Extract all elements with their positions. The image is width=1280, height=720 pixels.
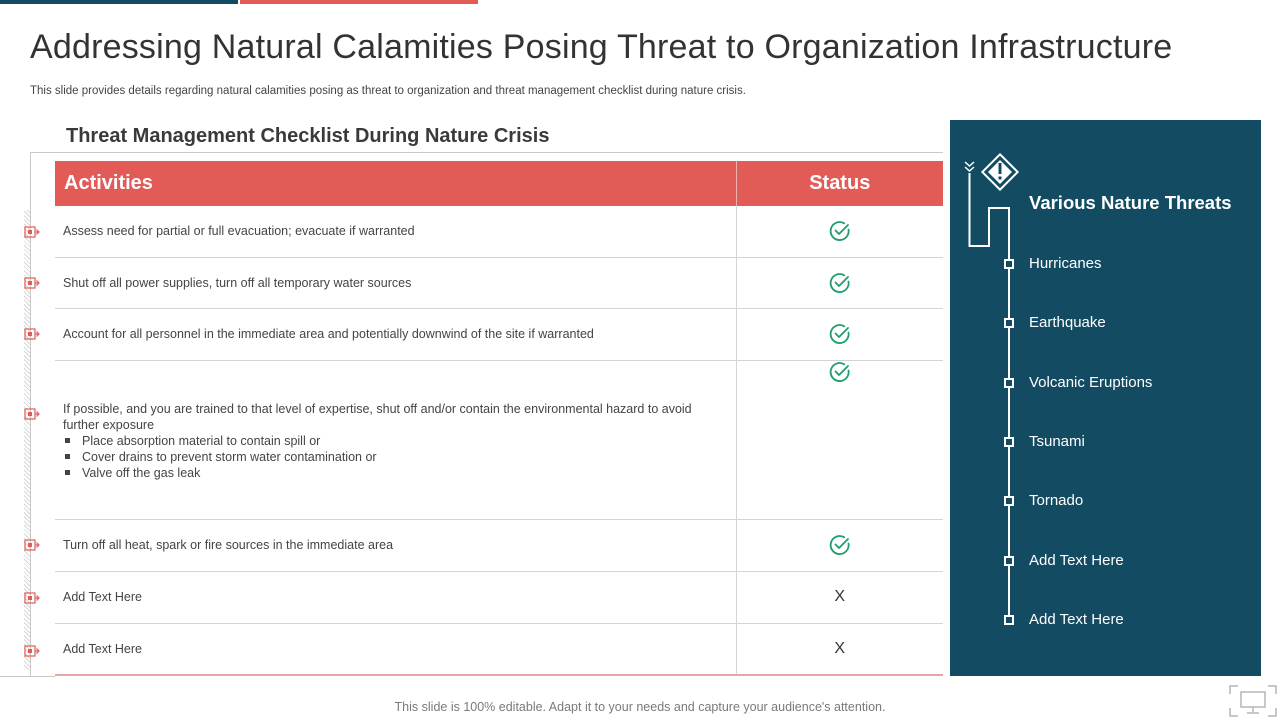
table-row <box>55 257 943 308</box>
row-marker-icon <box>24 645 41 657</box>
status-x-mark: X <box>834 639 846 657</box>
activity-cell: Add Text Here <box>55 623 736 675</box>
check-icon <box>829 272 851 294</box>
threat-label: Tsunami <box>1029 433 1085 450</box>
status-cell <box>736 519 943 571</box>
table-row <box>55 206 943 257</box>
nature-threats-panel <box>950 120 1261 676</box>
threat-label: Hurricanes <box>1029 255 1102 272</box>
activity-cell: Assess need for partial or full evacuation; evacuate if warranted <box>55 206 736 257</box>
threat-label: Earthquake <box>1029 314 1106 331</box>
threat-label: Add Text Here <box>1029 611 1124 628</box>
activity-cell: Add Text Here <box>55 571 736 623</box>
timeline-node <box>1004 496 1014 506</box>
row-marker-icon <box>24 539 41 551</box>
activity-bullet: Valve off the gas leak <box>63 465 728 481</box>
row-marker-icon <box>24 592 41 604</box>
table-header-row <box>55 161 943 206</box>
row-marker-icon <box>24 226 41 238</box>
timeline-node <box>1004 615 1014 625</box>
checklist-table <box>55 161 943 676</box>
activity-cell <box>55 360 736 519</box>
frame-border-bottom <box>0 676 55 677</box>
activity-bullet-list <box>63 433 728 481</box>
table-row <box>55 623 943 675</box>
timeline-node <box>1004 259 1014 269</box>
activity-cell: Shut off all power supplies, turn off all temporary water sources <box>55 257 736 308</box>
checklist-heading: Threat Management Checklist During Nature Crisis <box>66 125 550 147</box>
presentation-screen-icon <box>1228 684 1278 718</box>
activity-bullet: Cover drains to prevent storm water contamination or <box>63 449 728 465</box>
status-cell <box>736 308 943 360</box>
table-row <box>55 360 943 519</box>
activity-text: If possible, and you are trained to that level of expertise, shut off and/or contain the environmental hazard to avoid further exposure <box>63 401 692 432</box>
check-icon <box>829 220 851 242</box>
slide-footer-note: This slide is 100% editable. Adapt it to your needs and capture your audience's attention. <box>394 700 886 714</box>
row-marker-icon <box>24 277 41 289</box>
table-row <box>55 571 943 623</box>
activity-bullet: Place absorption material to contain spill or <box>63 433 728 449</box>
activities-column-header: Activities <box>55 161 736 206</box>
top-accent-bar-dark <box>0 0 238 4</box>
top-accent-bar-red <box>240 0 478 4</box>
threat-label: Volcanic Eruptions <box>1029 374 1153 391</box>
slide-subtitle: This slide provides details regarding natural calamities posing as threat to organization and threat management checklist during nature crisis. <box>30 85 746 97</box>
check-icon <box>829 534 851 556</box>
table-row <box>55 519 943 571</box>
status-cell <box>736 360 943 519</box>
status-cell <box>736 206 943 257</box>
slide-title: Addressing Natural Calamities Posing Threat to Organization Infrastructure <box>30 28 1173 66</box>
activity-cell: Account for all personnel in the immediate area and potentially downwind of the site if warranted <box>55 308 736 360</box>
status-cell <box>736 623 943 675</box>
row-marker-icon <box>24 408 41 420</box>
frame-border-top <box>30 152 943 153</box>
check-icon <box>829 361 851 383</box>
status-cell <box>736 571 943 623</box>
threat-label: Tornado <box>1029 492 1084 509</box>
timeline-node <box>1004 378 1014 388</box>
status-x-mark: X <box>834 588 846 605</box>
status-column-header: Status <box>736 161 943 206</box>
timeline-node <box>1004 556 1014 566</box>
warning-diamond-icon <box>964 153 1024 248</box>
activity-cell: Turn off all heat, spark or fire sources in the immediate area <box>55 519 736 571</box>
row-marker-icon <box>24 328 41 340</box>
table-row <box>55 308 943 360</box>
check-icon <box>829 323 851 345</box>
timeline-node <box>1004 318 1014 328</box>
threat-label: Add Text Here <box>1029 552 1124 569</box>
timeline-node <box>1004 437 1014 447</box>
status-cell <box>736 257 943 308</box>
panel-title: Various Nature Threats <box>1029 192 1232 213</box>
